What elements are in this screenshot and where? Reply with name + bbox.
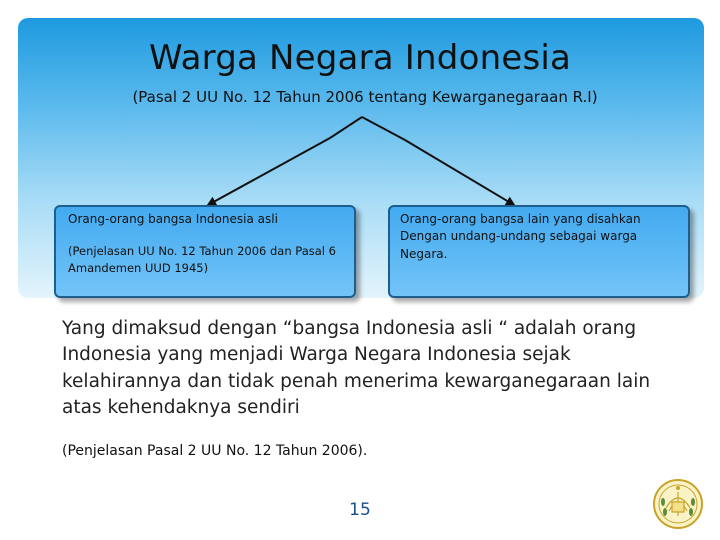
native-citizens-reference: (Penjelasan UU No. 12 Tahun 2006 dan Pasal 6 Amandemen UUD 1945) [68,244,336,275]
slide-subtitle: (Pasal 2 UU No. 12 Tahun 2006 tentang Kewarganegaraan R.I) [132,88,598,106]
naturalized-citizens-box [388,205,690,298]
naturalized-citizens-label: Orang-orang bangsa lain yang disahkan Dengan undang-undang sebagai warga Negara. [400,212,641,261]
connector-left-arrow [208,117,362,205]
page-number: 15 [349,500,371,520]
definition-reference: (Penjelasan Pasal 2 UU No. 12 Tahun 2006). [62,443,368,459]
emblem-logo-icon [652,478,704,530]
connector-right-arrow [362,117,514,205]
native-citizens-box [54,205,356,298]
slide-title: Warga Negara Indonesia [148,38,572,78]
native-citizens-label: Orang-orang bangsa Indonesia asli [68,212,278,226]
definition-paragraph: Yang dimaksud dengan “bangsa Indonesia asli “ adalah orang Indonesia yang menjadi Warga Negara Indonesia sejak kelahirannya dan tidak penah menerima kewarganegaraan lain atas kehendaknya sendiri [62,318,651,418]
